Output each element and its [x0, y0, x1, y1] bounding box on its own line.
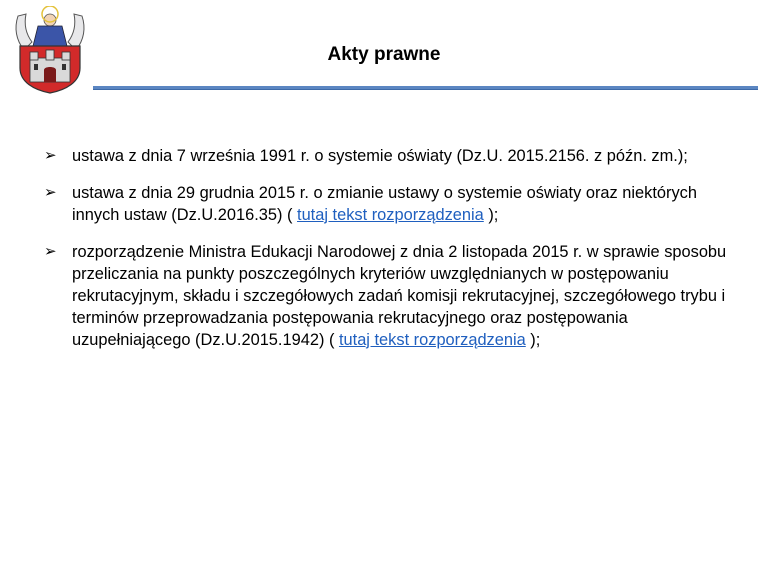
- item-text: ustawa z dnia 7 września 1991 r. o systemie oświaty (Dz.U. 2015.2156. z późn. zm.);: [72, 147, 688, 165]
- regulation-text-link[interactable]: tutaj tekst rozporządzenia: [297, 206, 484, 224]
- arrow-bullet-icon: ➢: [44, 243, 57, 260]
- arrow-bullet-icon: ➢: [44, 184, 57, 201]
- list-item: [40, 182, 745, 226]
- regulation-text-link[interactable]: tutaj tekst rozporządzenia: [338, 331, 526, 349]
- item-text-end: );: [525, 331, 541, 349]
- header-divider: [93, 86, 758, 89]
- page-title: Akty prawne: [327, 44, 441, 65]
- item-text: rozporządzenie Ministra Edukacji Narodowej z dnia 2 listopada 2015 r. w sprawie sposobu przeliczania na punkty poszczególnych kryteriów uwzględnianych w postępowaniu rekrutacyjnym, składu i szczegółowych zadań komisji rekrutacyjnej, szczegółowego trybu i terminów przeprowadzania postępowania rekrutacyjnego oraz postępowania uzupełniającego (Dz.U.2015.1942) (: [72, 243, 727, 349]
- list-item: [40, 241, 745, 351]
- arrow-bullet-icon: ➢: [44, 147, 57, 164]
- item-text-end: );: [483, 206, 499, 224]
- item-text: ustawa z dnia 29 grudnia 2015 r. o zmianie ustawy o systemie oświaty oraz niektórych innych ustaw (Dz.U.2016.35) (: [72, 184, 697, 224]
- legal-acts-list: [40, 145, 745, 366]
- list-item: [40, 145, 745, 167]
